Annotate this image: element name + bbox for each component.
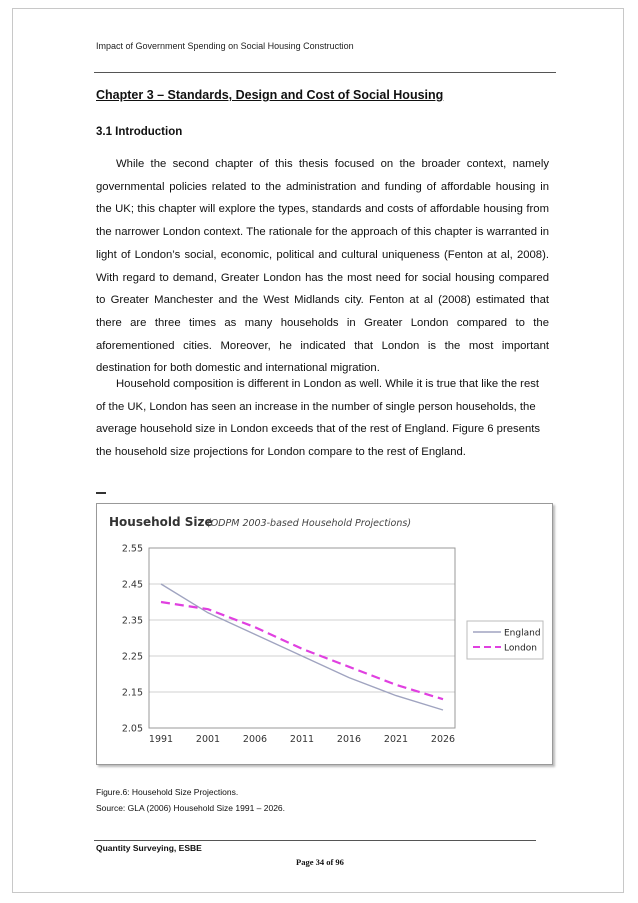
series-line-england xyxy=(161,584,443,710)
y-tick-label: 2.05 xyxy=(121,723,143,735)
x-tick-label: 2011 xyxy=(289,734,315,745)
footer-divider xyxy=(94,840,536,841)
header-divider xyxy=(94,72,556,73)
y-tick-label: 2.25 xyxy=(121,651,143,663)
plot-area xyxy=(149,548,455,728)
chart-title: Household Size xyxy=(109,515,213,529)
household-size-chart xyxy=(96,503,553,765)
section-title: 3.1 Introduction xyxy=(96,126,183,138)
running-header: Impact of Government Spending on Social Housing Construction xyxy=(96,41,354,51)
legend-label-london: London xyxy=(504,643,537,654)
series-line-london xyxy=(161,602,443,699)
chapter-title: Chapter 3 – Standards, Design and Cost of Social Housing xyxy=(96,88,444,102)
y-tick-label: 2.35 xyxy=(121,615,143,627)
figure-caption: Figure.6: Household Size Projections. xyxy=(96,787,239,797)
page-number: Page 34 of 96 xyxy=(296,857,344,867)
x-tick-label: 2006 xyxy=(242,734,268,745)
chart-subtitle: (ODPM 2003-based Household Projections) xyxy=(207,518,412,529)
x-tick-label: 2001 xyxy=(195,734,221,745)
y-tick-label: 2.55 xyxy=(121,543,143,555)
x-tick-label: 2026 xyxy=(430,734,456,745)
chart-svg xyxy=(97,504,552,764)
x-tick-label: 1991 xyxy=(148,734,174,745)
chart-legend xyxy=(467,621,543,659)
figure-source: Source: GLA (2006) Household Size 1991 – 2026. xyxy=(96,803,286,813)
body-paragraph-1: While the second chapter of this thesis focused on the broader context, namely governmental policies related to the administration and funding of affordable housing in the UK; this chapter will explore the types, standards and costs of affordable housing from the narrower London context. The rationale for the approach of this chapter is warranted in light of London’s social, economic, political and cultural uniqueness (Fenton at al, 2008). With regard to demand, Greater London has the most need for social housing compared to Greater Manchester and the West Midlands city. Fenton at al (2008) estimated that there are three times as many households in Greater London compared to the aforementioned cities. Moreover, he indicated that London is the most important destination for both domestic and international migration. xyxy=(96,158,549,375)
x-tick-label: 2016 xyxy=(336,734,362,745)
body-paragraph-2: Household composition is different in London as well. While it is true that like the rest of the UK, London has seen an increase in the number of single person households, the average household size in London exceeds that of the rest of England. Figure 6 presents the household size projections for London compare to the rest of England. xyxy=(96,378,541,459)
y-tick-label: 2.15 xyxy=(121,687,143,699)
legend-label-england: England xyxy=(504,628,541,639)
y-tick-label: 2.45 xyxy=(121,579,143,591)
x-tick-label: 2021 xyxy=(383,734,409,745)
figure-marker xyxy=(96,492,106,494)
footer-department: Quantity Surveying, ESBE xyxy=(96,843,202,853)
